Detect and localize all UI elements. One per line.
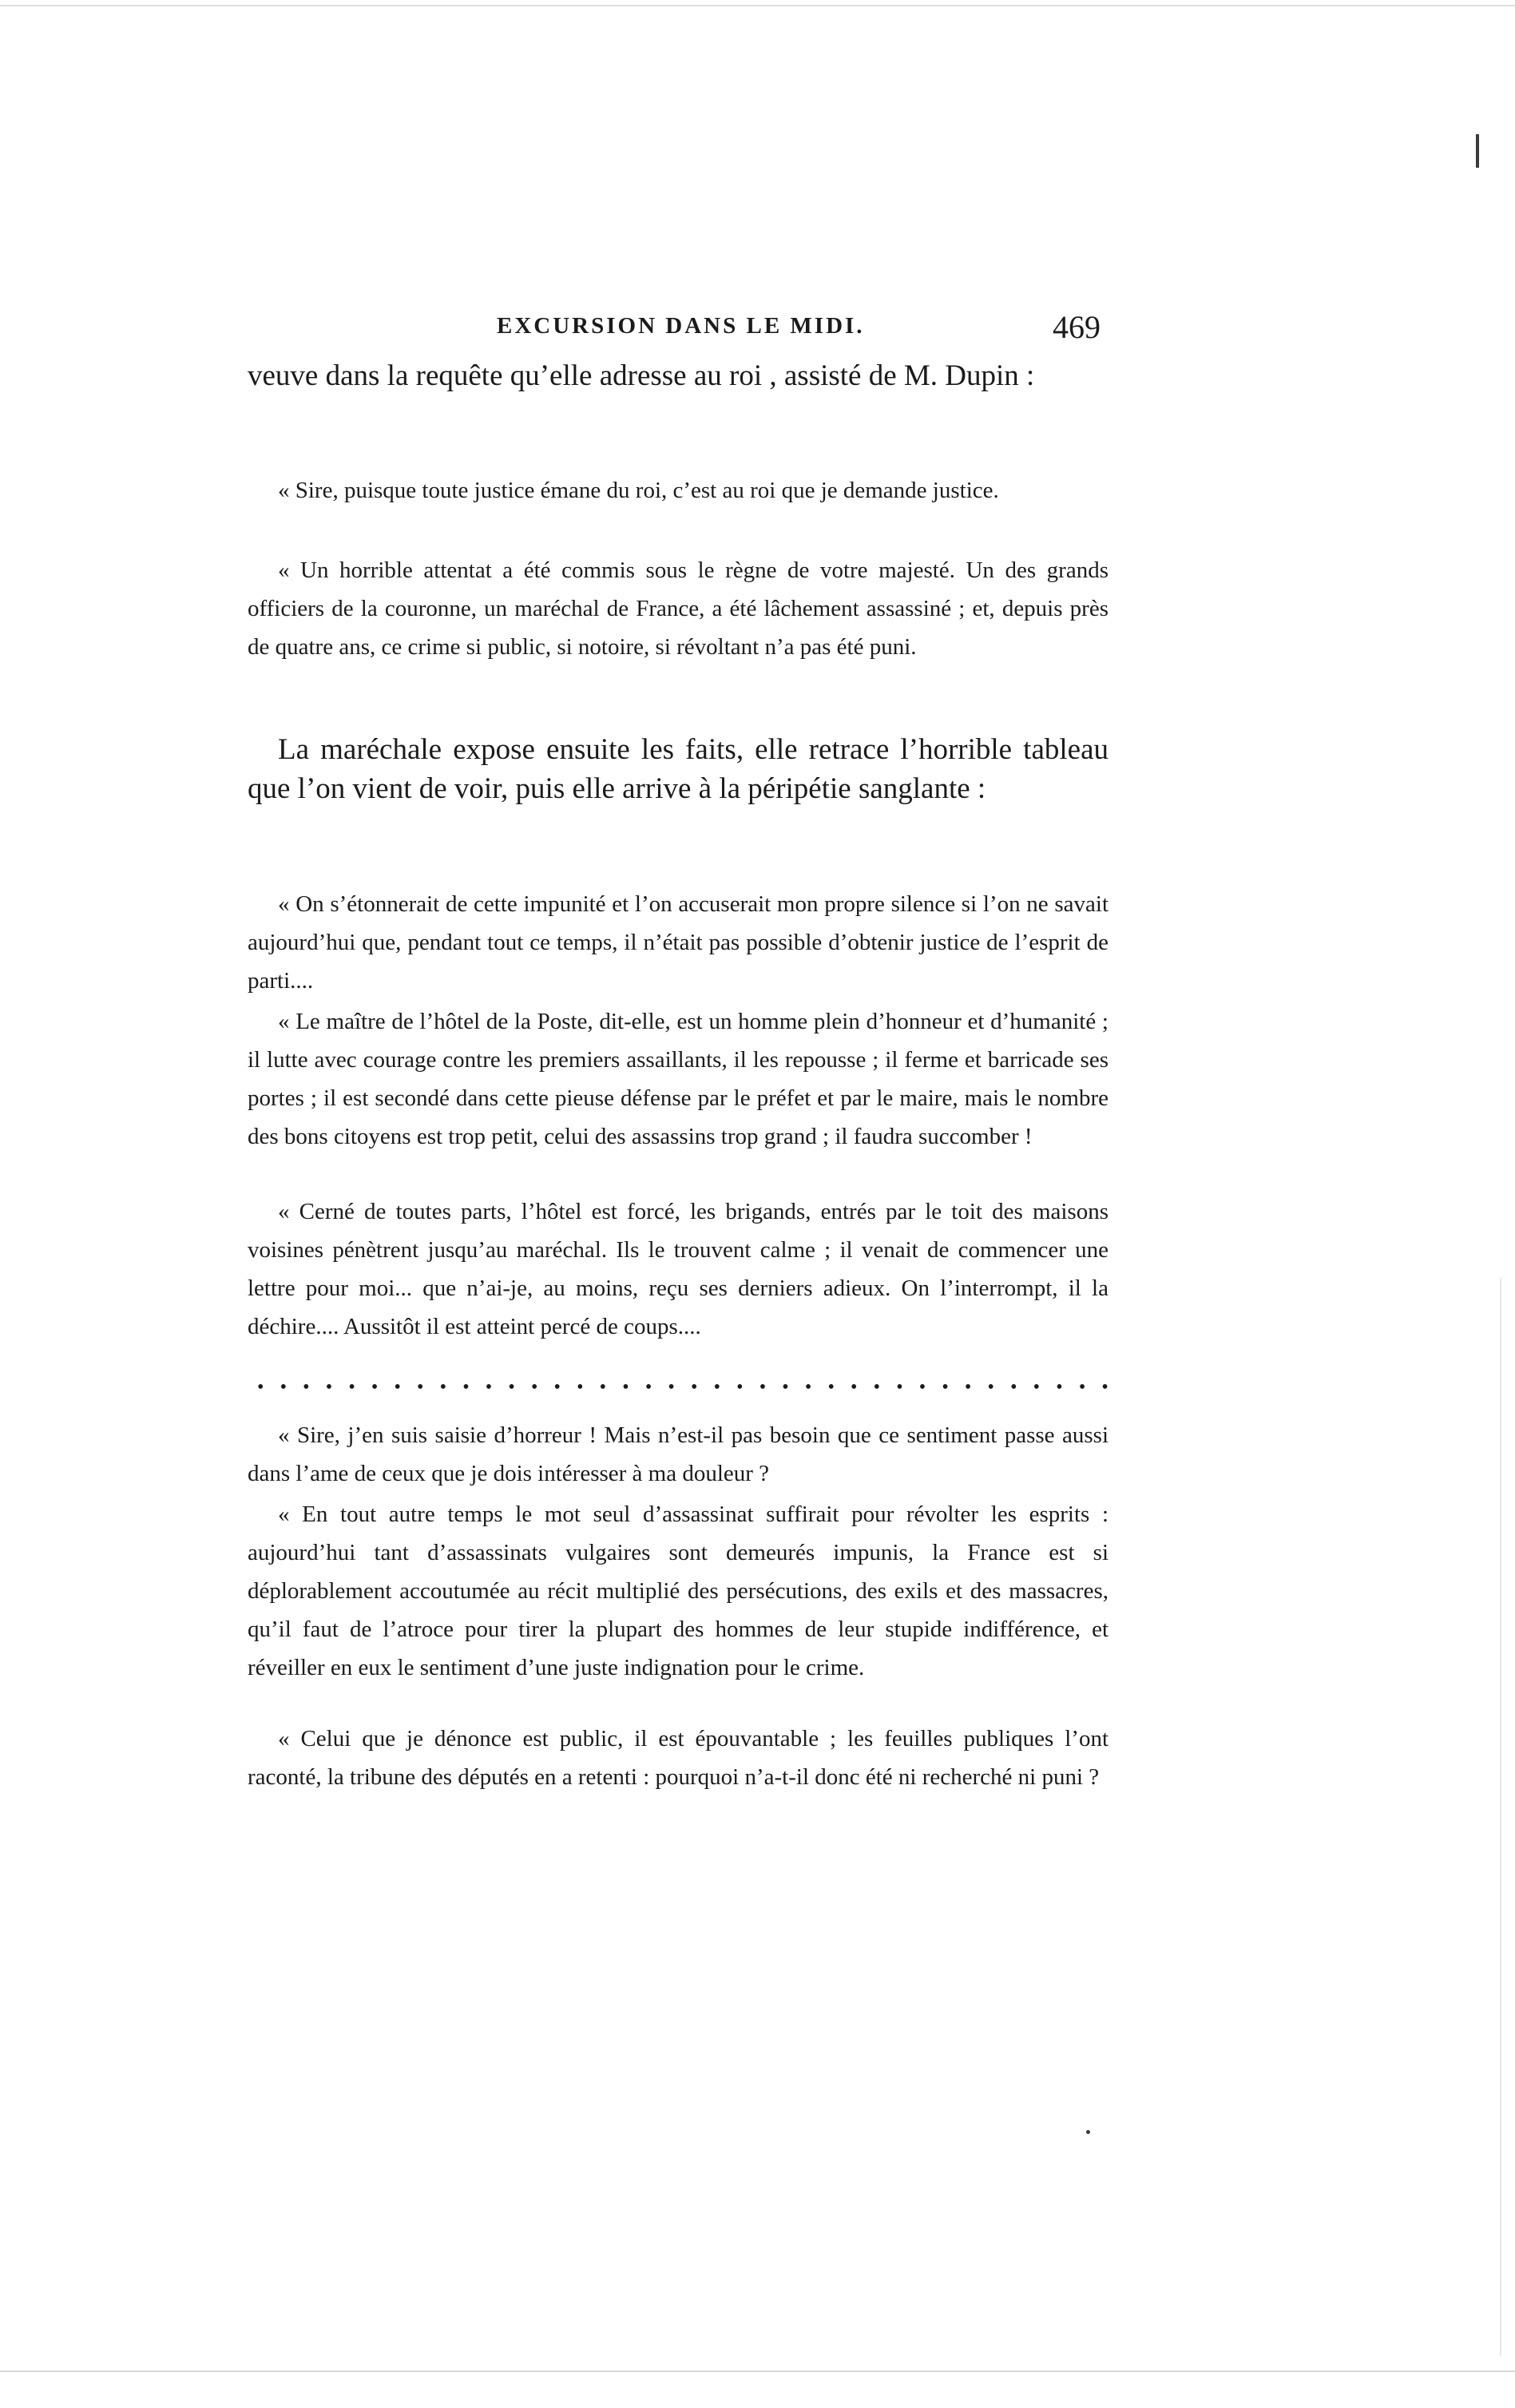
page-header <box>248 309 1110 353</box>
paragraph-intro: veuve dans la requête qu’elle adresse au roi , assisté de M. Dupin : <box>248 359 1035 392</box>
quote-paragraph: « On s’étonnerait de cette impunité et l’on accuserait mon propre silence si l’on ne savait aujourd’hui que, pendant tout ce temps, il n’était pas possible d’obtenir justice de l’esprit de parti.... <box>248 891 1108 994</box>
quote-paragraph: « Cerné de toutes parts, l’hôtel est forcé, les brigands, entrés par le toit des maisons voisines pénètrent jusqu’au maréchal. Ils le trouvent calme ; il venait de commencer une lettre pour moi... que n’ai-je, au moins, reçu ses derniers adieux. On l’interrompt, il la déchire.... Aussitôt il est atteint percé de coups.... <box>248 1199 1108 1339</box>
quote-paragraph: « Le maître de l’hôtel de la Poste, dit-elle, est un homme plein d’honneur et d’humanité ; il lutte avec courage contre les premiers assaillants, il les repousse ; il ferme et barricade ses portes ; il est secondé dans cette pieuse défense par le préfet et par le maire, mais le nombre des bons citoyens est trop petit, celui des assassins trop grand ; il faudra succomber ! <box>248 1009 1108 1149</box>
running-head: EXCURSION DANS LE MIDI. <box>497 313 865 339</box>
ellipsis-separator: • • • • • • • • • • • • • • • • • • • • • • • • • • • • • • • • • • • • • • <box>257 1377 1108 1398</box>
quote-paragraph: « En tout autre temps le mot seul d’assassinat suffirait pour révolter les esprits : aujourd’hui tant d’assassinats vulgaires sont demeurés impunis, la France est si déplorablement accoutumée au récit multiplié des persécutions, des exils et des massacres, qu’il faut de l’atroce pour tirer la plupart des hommes de leur stupide indifférence, et réveiller en eux le sentiment d’une juste indignation pour le crime. <box>248 1502 1108 1680</box>
quote-paragraph: « Sire, puisque toute justice émane du roi, c’est au roi que je demande justice. <box>278 478 999 503</box>
margin-mark <box>1476 134 1479 168</box>
quote-paragraph: « Sire, j’en suis saisie d’horreur ! Mais n’est-il pas besoin que ce sentiment passe aussi dans l’ame de ceux que je dois intéresser à ma douleur ? <box>248 1422 1108 1486</box>
scan-edge-bottom <box>0 2370 1515 2372</box>
scan-edge-top <box>0 5 1515 6</box>
scan-edge-right <box>1500 1278 1501 2356</box>
quote-paragraph: « Celui que je dénonce est public, il est épouvantable ; les feuilles publiques l’ont raconté, la tribune des députés en a retenti : pourquoi n’a-t-il donc été ni recherché ni puni ? <box>248 1726 1108 1790</box>
quote-paragraph: « Un horrible attentat a été commis sous le règne de votre majesté. Un des grands officiers de la couronne, un maréchal de France, a été lâchement assassiné ; et, depuis près de quatre ans, ce crime si public, si notoire, si révoltant n’a pas été puni. <box>248 557 1108 660</box>
paragraph-narration: La maréchale expose ensuite les faits, elle retrace l’horrible tableau que l’on vient de voir, puis elle arrive à la péripétie sanglante : <box>248 733 1108 805</box>
page-number: 469 <box>1053 309 1101 345</box>
ink-speck <box>1086 2130 1090 2134</box>
